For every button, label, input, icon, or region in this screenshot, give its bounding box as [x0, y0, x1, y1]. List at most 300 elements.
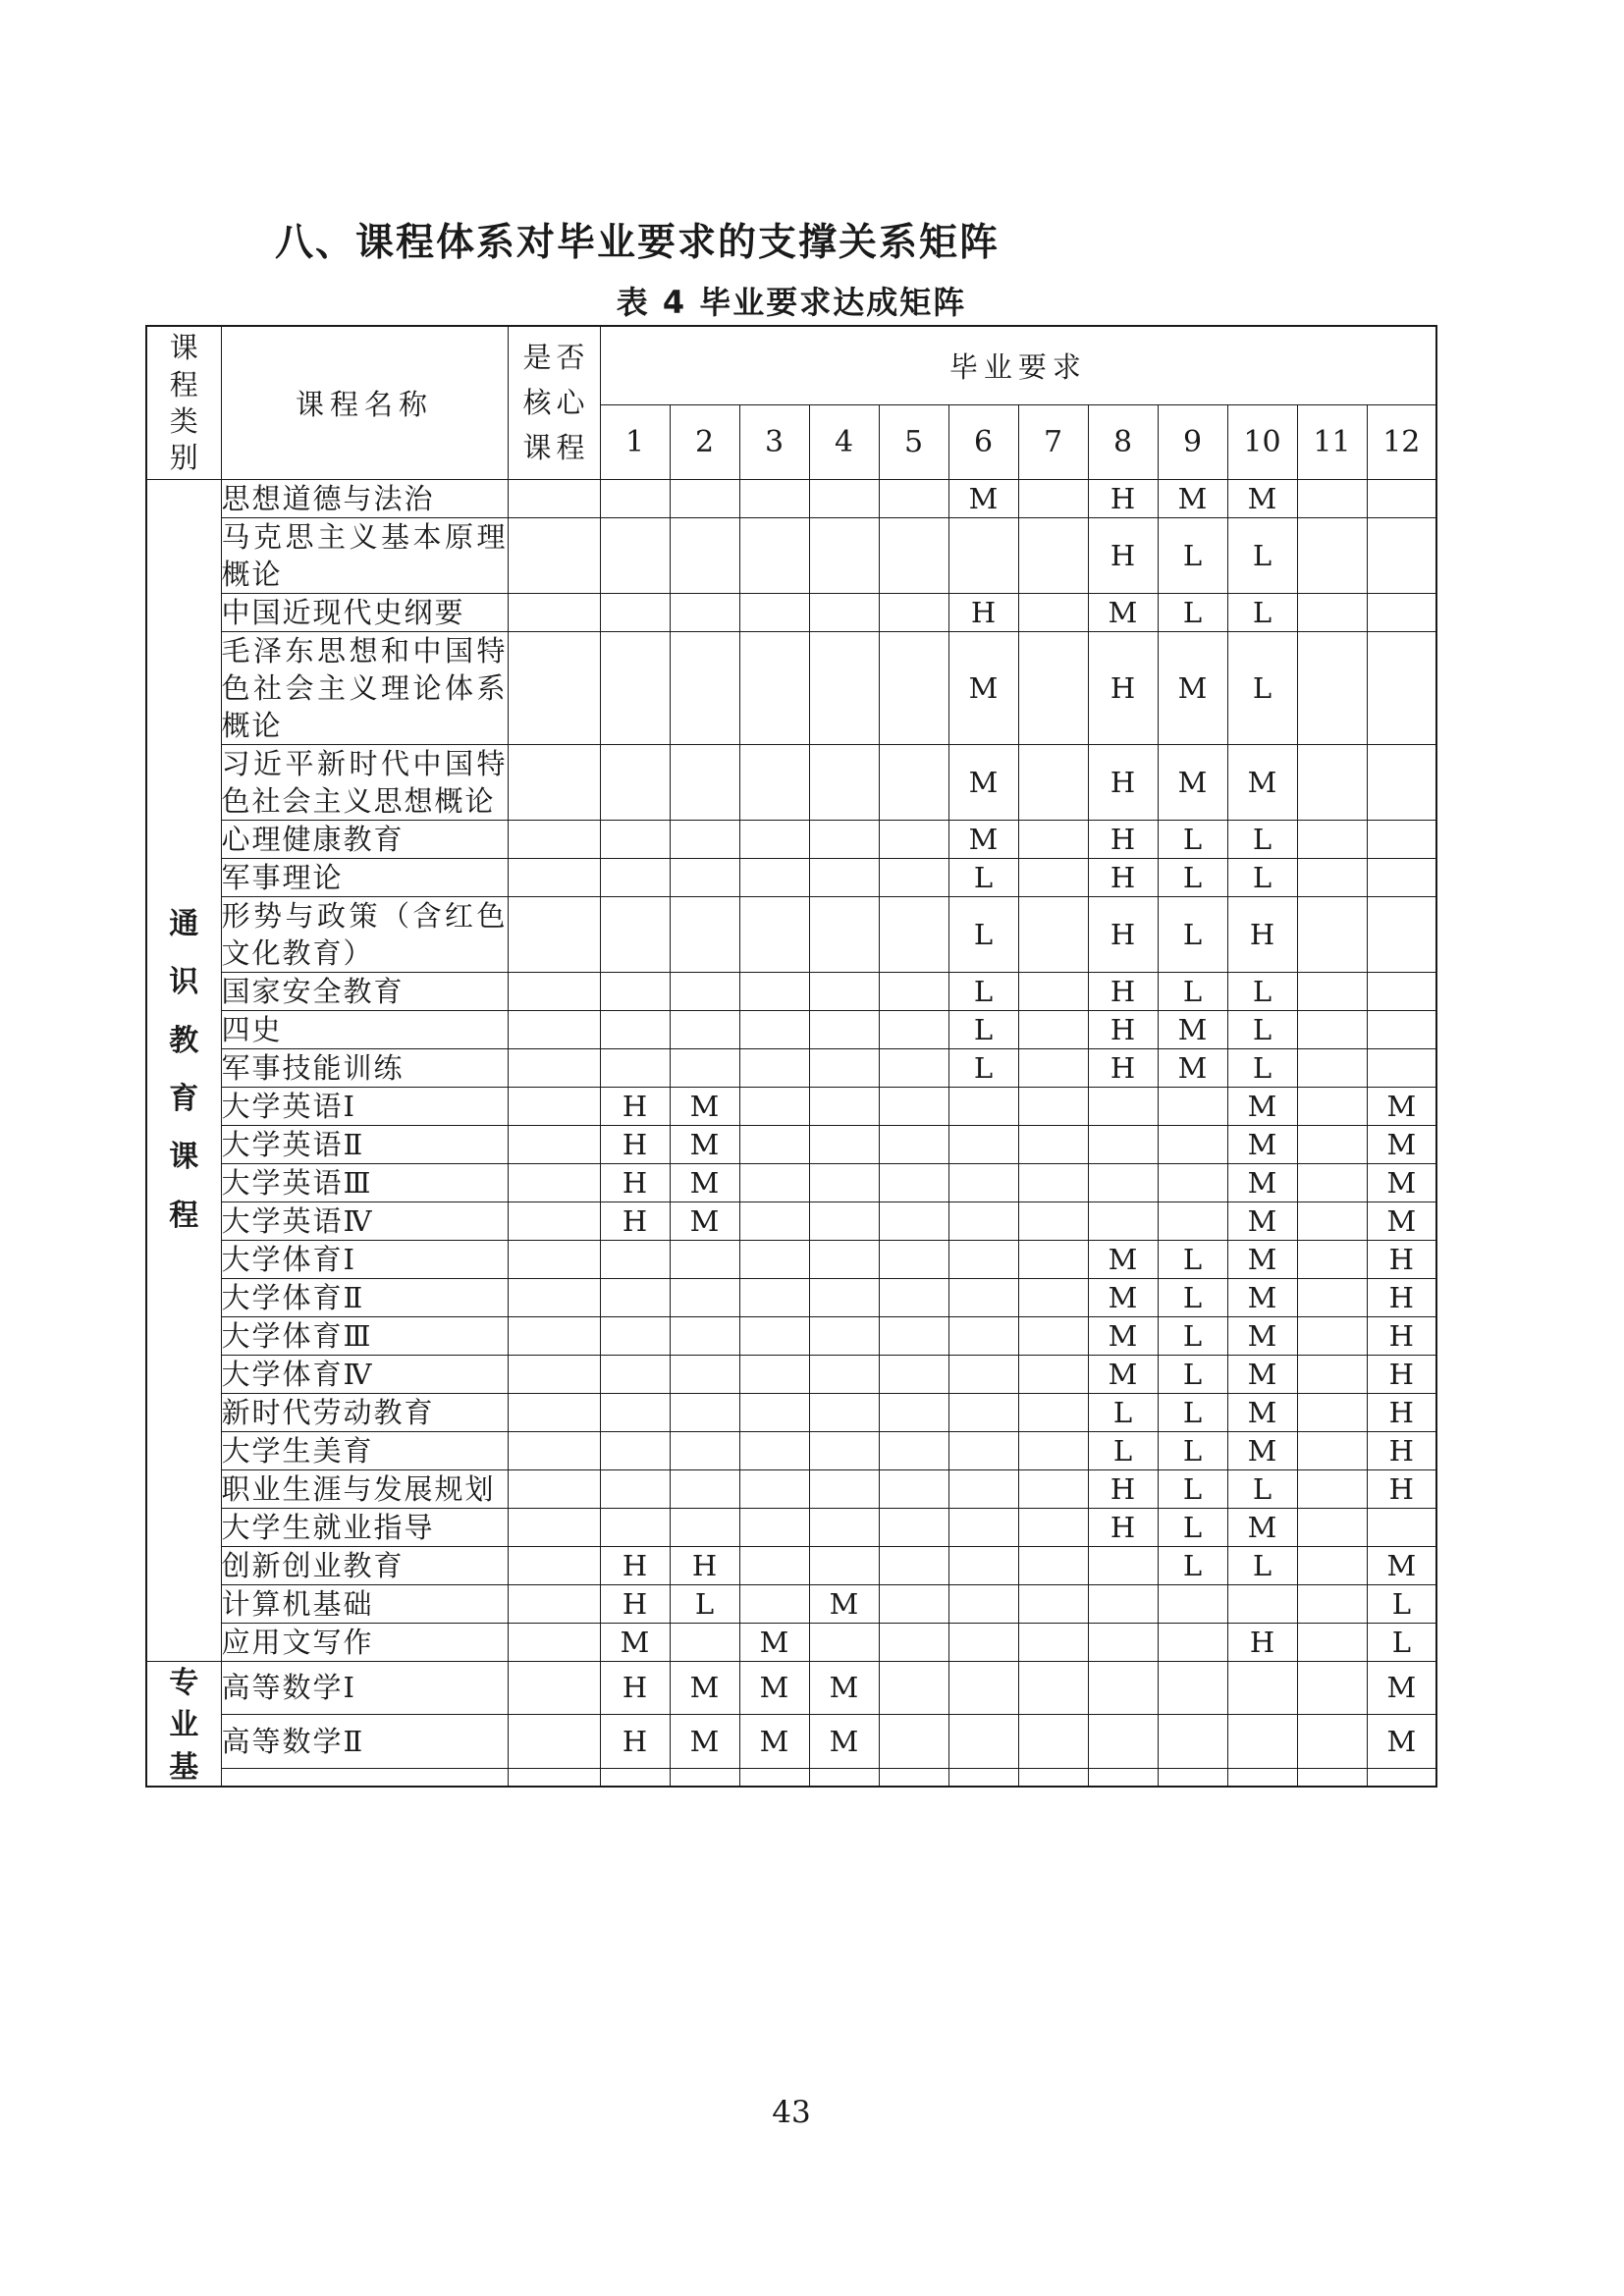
- support-level-cell: [600, 1048, 670, 1087]
- course-row: [146, 972, 1436, 1010]
- core-course-cell: [508, 1584, 600, 1623]
- course-name-cell: 军事理论: [221, 858, 508, 896]
- course-row: [146, 1278, 1436, 1316]
- support-level-cell: [1088, 1661, 1158, 1715]
- support-level-cell: [739, 1584, 809, 1623]
- core-course-cell: [508, 744, 600, 820]
- support-level-cell: [670, 972, 739, 1010]
- support-level-cell: [739, 1769, 809, 1787]
- support-level-cell: [879, 896, 948, 972]
- support-level-cell: L: [948, 858, 1018, 896]
- support-level-cell: [809, 1278, 879, 1316]
- course-name-cell: [221, 1769, 508, 1787]
- support-level-cell: L: [1158, 1431, 1227, 1469]
- course-row: [146, 1469, 1436, 1508]
- support-level-cell: [739, 1201, 809, 1240]
- support-level-cell: [1227, 1769, 1297, 1787]
- support-level-cell: [1158, 1661, 1227, 1715]
- support-level-cell: [1297, 1769, 1367, 1787]
- support-level-cell: [1018, 517, 1088, 593]
- support-level-cell: [1018, 820, 1088, 858]
- support-level-cell: [1158, 1623, 1227, 1661]
- course-name-cell: 军事技能训练: [221, 1048, 508, 1087]
- support-level-cell: H: [600, 1163, 670, 1201]
- core-course-cell: [508, 1469, 600, 1508]
- core-course-cell: [508, 972, 600, 1010]
- support-level-cell: [809, 1316, 879, 1355]
- course-name-cell: 国家安全教育: [221, 972, 508, 1010]
- support-level-cell: [1297, 1087, 1367, 1125]
- core-course-cell: [508, 1278, 600, 1316]
- support-level-cell: [879, 1584, 948, 1623]
- support-level-cell: M: [948, 820, 1018, 858]
- course-row: [146, 1048, 1436, 1087]
- support-level-cell: L: [1158, 1240, 1227, 1278]
- support-level-cell: [879, 1661, 948, 1715]
- support-level-cell: [739, 896, 809, 972]
- support-level-cell: [809, 1431, 879, 1469]
- course-row: [146, 1240, 1436, 1278]
- core-course-cell: [508, 517, 600, 593]
- support-level-cell: M: [1088, 1278, 1158, 1316]
- support-level-cell: [879, 1048, 948, 1087]
- support-level-cell: [809, 1769, 879, 1787]
- support-level-cell: M: [670, 1201, 739, 1240]
- support-level-cell: [879, 1508, 948, 1546]
- support-level-cell: H: [1088, 820, 1158, 858]
- support-level-cell: L: [1367, 1623, 1436, 1661]
- core-course-cell: [508, 1623, 600, 1661]
- support-level-cell: [879, 1769, 948, 1787]
- support-level-cell: [879, 1010, 948, 1048]
- support-level-cell: H: [600, 1087, 670, 1125]
- course-row: [146, 1163, 1436, 1201]
- course-name-cell: 大学体育Ⅳ: [221, 1355, 508, 1393]
- support-level-cell: H: [1227, 1623, 1297, 1661]
- course-name-cell: 职业生涯与发展规划: [221, 1469, 508, 1508]
- support-level-cell: M: [1088, 1240, 1158, 1278]
- table-caption: 表 4 毕业要求达成矩阵: [616, 284, 967, 321]
- course-row: [146, 1584, 1436, 1623]
- support-level-cell: L: [1227, 972, 1297, 1010]
- support-level-cell: [1018, 1623, 1088, 1661]
- support-level-cell: [948, 1163, 1018, 1201]
- category-header: [146, 326, 221, 479]
- support-level-cell: L: [948, 1048, 1018, 1087]
- support-level-cell: [1018, 631, 1088, 744]
- support-level-cell: [1297, 820, 1367, 858]
- category-header-text: 课 程 类 别: [169, 331, 198, 474]
- support-level-cell: M: [1227, 1393, 1297, 1431]
- support-level-cell: [739, 1469, 809, 1508]
- support-level-cell: [879, 1469, 948, 1508]
- support-level-cell: L: [1158, 593, 1227, 631]
- support-level-cell: [670, 479, 739, 517]
- support-level-cell: M: [1088, 1316, 1158, 1355]
- support-level-cell: [739, 593, 809, 631]
- course-name-cell: 大学体育Ⅲ: [221, 1316, 508, 1355]
- support-level-cell: [1018, 1393, 1088, 1431]
- support-level-cell: H: [1088, 972, 1158, 1010]
- support-level-cell: M: [1088, 1355, 1158, 1393]
- support-level-cell: M: [600, 1623, 670, 1661]
- support-level-cell: [600, 1508, 670, 1546]
- support-level-cell: [1297, 1715, 1367, 1769]
- support-level-cell: [739, 1546, 809, 1584]
- support-level-cell: M: [1227, 1278, 1297, 1316]
- support-level-cell: [879, 517, 948, 593]
- support-level-cell: [1158, 1201, 1227, 1240]
- support-level-cell: H: [1088, 1048, 1158, 1087]
- support-level-cell: [809, 517, 879, 593]
- support-level-cell: [1088, 1715, 1158, 1769]
- support-level-cell: [879, 479, 948, 517]
- support-level-cell: [739, 744, 809, 820]
- support-level-cell: [670, 1469, 739, 1508]
- course-row: [146, 1316, 1436, 1355]
- support-level-cell: H: [600, 1584, 670, 1623]
- support-level-cell: [879, 744, 948, 820]
- support-level-cell: L: [1088, 1393, 1158, 1431]
- support-level-cell: M: [1088, 593, 1158, 631]
- support-level-cell: [600, 631, 670, 744]
- support-level-cell: [1088, 1087, 1158, 1125]
- support-level-cell: [809, 479, 879, 517]
- support-level-cell: [809, 1508, 879, 1546]
- support-level-cell: [809, 1048, 879, 1087]
- support-level-cell: M: [1158, 479, 1227, 517]
- support-level-cell: [1018, 1240, 1088, 1278]
- support-level-cell: [1297, 1048, 1367, 1087]
- support-level-cell: [1297, 1508, 1367, 1546]
- support-level-cell: [1297, 1661, 1367, 1715]
- support-level-cell: [1367, 1048, 1436, 1087]
- support-level-cell: M: [670, 1661, 739, 1715]
- support-level-cell: L: [1227, 1469, 1297, 1508]
- support-level-cell: [1297, 1278, 1367, 1316]
- course-row: [146, 1623, 1436, 1661]
- requirement-number-cell: 9: [1158, 404, 1227, 479]
- requirement-number-cell: 8: [1088, 404, 1158, 479]
- support-level-cell: [879, 1715, 948, 1769]
- support-level-cell: L: [1158, 1355, 1227, 1393]
- support-level-cell: [670, 1431, 739, 1469]
- course-name-cell: 大学生就业指导: [221, 1508, 508, 1546]
- support-level-cell: [1158, 1087, 1227, 1125]
- support-level-cell: H: [1088, 1010, 1158, 1048]
- support-level-cell: M: [809, 1661, 879, 1715]
- support-level-cell: [739, 631, 809, 744]
- course-name-cell: 大学体育Ⅱ: [221, 1278, 508, 1316]
- support-level-cell: [739, 1431, 809, 1469]
- support-level-cell: H: [1088, 744, 1158, 820]
- support-level-cell: [1367, 972, 1436, 1010]
- support-level-cell: H: [670, 1546, 739, 1584]
- support-level-cell: [670, 820, 739, 858]
- requirements-header: 毕业要求: [600, 326, 1436, 404]
- support-level-cell: [670, 1240, 739, 1278]
- support-level-cell: M: [1227, 1087, 1297, 1125]
- support-level-cell: L: [948, 896, 1018, 972]
- support-level-cell: [1018, 1048, 1088, 1087]
- core-course-cell: [508, 1240, 600, 1278]
- support-level-cell: [1158, 1163, 1227, 1201]
- support-level-cell: [1297, 1393, 1367, 1431]
- support-level-cell: L: [948, 972, 1018, 1010]
- support-level-cell: [1367, 593, 1436, 631]
- support-level-cell: [1018, 1769, 1088, 1787]
- support-level-cell: H: [600, 1715, 670, 1769]
- support-level-cell: L: [1158, 517, 1227, 593]
- support-level-cell: M: [1367, 1163, 1436, 1201]
- support-level-cell: [809, 1355, 879, 1393]
- support-level-cell: [879, 1623, 948, 1661]
- course-name-cell: 习近平新时代中国特色社会主义思想概论: [221, 744, 508, 820]
- support-level-cell: [1297, 517, 1367, 593]
- support-level-cell: [739, 1316, 809, 1355]
- support-level-cell: H: [1088, 517, 1158, 593]
- core-course-cell: [508, 1769, 600, 1787]
- course-row: [146, 1431, 1436, 1469]
- support-level-cell: [1367, 896, 1436, 972]
- support-level-cell: L: [1088, 1431, 1158, 1469]
- support-level-cell: [1367, 744, 1436, 820]
- support-level-cell: M: [809, 1715, 879, 1769]
- support-level-cell: [600, 1278, 670, 1316]
- support-level-cell: [600, 896, 670, 972]
- course-row: [146, 631, 1436, 744]
- support-level-cell: [739, 479, 809, 517]
- support-level-cell: L: [1158, 1546, 1227, 1584]
- support-level-cell: [1018, 972, 1088, 1010]
- support-level-cell: M: [948, 479, 1018, 517]
- course-name-cell: 毛泽东思想和中国特色社会主义理论体系概论: [221, 631, 508, 744]
- header-row-1: [146, 326, 1436, 404]
- core-course-cell: [508, 593, 600, 631]
- support-level-cell: [948, 1431, 1018, 1469]
- support-level-cell: [809, 1201, 879, 1240]
- support-level-cell: H: [600, 1546, 670, 1584]
- support-level-cell: [1297, 1201, 1367, 1240]
- requirement-number-cell: 10: [1227, 404, 1297, 479]
- support-level-cell: [809, 631, 879, 744]
- core-course-cell: [508, 1393, 600, 1431]
- requirement-number-cell: 7: [1018, 404, 1088, 479]
- support-level-cell: [670, 858, 739, 896]
- support-level-cell: [879, 1087, 948, 1125]
- support-level-cell: [1367, 517, 1436, 593]
- support-level-cell: [670, 517, 739, 593]
- support-level-cell: [1018, 593, 1088, 631]
- support-level-cell: [809, 1010, 879, 1048]
- support-level-cell: [1297, 631, 1367, 744]
- support-level-cell: H: [600, 1661, 670, 1715]
- support-level-cell: L: [1158, 1278, 1227, 1316]
- support-level-cell: L: [1158, 1393, 1227, 1431]
- support-level-cell: [809, 1240, 879, 1278]
- support-level-cell: H: [1367, 1431, 1436, 1469]
- requirement-number-cell: 12: [1367, 404, 1436, 479]
- support-level-cell: [948, 1125, 1018, 1163]
- core-course-cell: [508, 1508, 600, 1546]
- course-name-cell: 思想道德与法治: [221, 479, 508, 517]
- support-level-cell: [1158, 1584, 1227, 1623]
- support-level-cell: M: [1367, 1201, 1436, 1240]
- support-level-cell: [1297, 479, 1367, 517]
- course-row: [146, 593, 1436, 631]
- course-name-cell: 形势与政策（含红色文化教育）: [221, 896, 508, 972]
- course-row: [146, 1393, 1436, 1431]
- support-level-cell: H: [1367, 1278, 1436, 1316]
- clipped-partial-row: [146, 1769, 1436, 1787]
- support-level-cell: H: [1367, 1316, 1436, 1355]
- course-name-cell: 新时代劳动教育: [221, 1393, 508, 1431]
- support-level-cell: [1297, 744, 1367, 820]
- support-level-cell: [670, 1355, 739, 1393]
- category-cell: 专 业 基: [146, 1661, 221, 1787]
- support-level-cell: [1088, 1623, 1158, 1661]
- core-course-cell: [508, 1431, 600, 1469]
- support-level-cell: M: [1367, 1087, 1436, 1125]
- support-level-cell: [739, 1010, 809, 1048]
- course-row: [146, 744, 1436, 820]
- support-level-cell: M: [948, 744, 1018, 820]
- support-level-cell: [809, 1125, 879, 1163]
- support-level-cell: M: [739, 1623, 809, 1661]
- support-level-cell: [1227, 1661, 1297, 1715]
- support-level-cell: H: [1088, 858, 1158, 896]
- course-row: [146, 1201, 1436, 1240]
- support-level-cell: [670, 1393, 739, 1431]
- support-level-cell: [879, 820, 948, 858]
- support-level-cell: [670, 1278, 739, 1316]
- category-cell: 通 识 教 育 课 程: [146, 479, 221, 1661]
- support-level-cell: [809, 1163, 879, 1201]
- support-level-cell: [1018, 896, 1088, 972]
- core-course-cell: [508, 1355, 600, 1393]
- support-level-cell: [1297, 1584, 1367, 1623]
- support-level-cell: [739, 1087, 809, 1125]
- course-name-cell: 计算机基础: [221, 1584, 508, 1623]
- support-level-cell: [809, 1393, 879, 1431]
- support-level-cell: [1297, 593, 1367, 631]
- support-level-cell: H: [1367, 1240, 1436, 1278]
- support-matrix-table: [145, 325, 1437, 1788]
- support-level-cell: M: [670, 1715, 739, 1769]
- support-level-cell: M: [739, 1715, 809, 1769]
- core-course-cell: [508, 858, 600, 896]
- course-name-cell: 大学英语Ⅲ: [221, 1163, 508, 1201]
- support-level-cell: M: [1227, 1355, 1297, 1393]
- course-name-cell: 心理健康教育: [221, 820, 508, 858]
- core-course-cell: [508, 1125, 600, 1163]
- support-level-cell: [809, 1087, 879, 1125]
- support-level-cell: [1367, 820, 1436, 858]
- course-row: [146, 820, 1436, 858]
- support-level-cell: [1018, 479, 1088, 517]
- support-level-cell: [1297, 1623, 1367, 1661]
- support-level-cell: [600, 858, 670, 896]
- course-row: [146, 1087, 1436, 1125]
- support-level-cell: [1018, 1087, 1088, 1125]
- support-level-cell: [600, 820, 670, 858]
- support-level-cell: [670, 631, 739, 744]
- support-level-cell: [948, 1240, 1018, 1278]
- support-level-cell: [600, 1431, 670, 1469]
- core-course-cell: [508, 820, 600, 858]
- support-level-cell: H: [600, 1125, 670, 1163]
- support-level-cell: [809, 820, 879, 858]
- requirement-number-cell: 11: [1297, 404, 1367, 479]
- support-level-cell: L: [1367, 1584, 1436, 1623]
- section-title: 八、课程体系对毕业要求的支撑关系矩阵: [275, 221, 1001, 265]
- requirement-number-cell: 3: [739, 404, 809, 479]
- support-level-cell: L: [1227, 593, 1297, 631]
- support-level-cell: [1367, 631, 1436, 744]
- support-level-cell: M: [1227, 479, 1297, 517]
- support-level-cell: L: [1158, 896, 1227, 972]
- support-level-cell: [1158, 1715, 1227, 1769]
- course-name-cell: 高等数学Ⅱ: [221, 1715, 508, 1769]
- support-level-cell: [948, 517, 1018, 593]
- support-level-cell: M: [1367, 1715, 1436, 1769]
- course-row: [146, 1508, 1436, 1546]
- support-level-cell: [739, 1125, 809, 1163]
- support-level-cell: H: [1367, 1355, 1436, 1393]
- support-level-cell: [1018, 1431, 1088, 1469]
- support-level-cell: M: [1227, 1240, 1297, 1278]
- support-level-cell: [670, 1048, 739, 1087]
- requirement-number-cell: 1: [600, 404, 670, 479]
- course-name-cell: 应用文写作: [221, 1623, 508, 1661]
- support-level-cell: [600, 1769, 670, 1787]
- course-name-cell: 马克思主义基本原理概论: [221, 517, 508, 593]
- support-level-cell: [948, 1584, 1018, 1623]
- core-course-cell: [508, 1661, 600, 1715]
- support-level-cell: [879, 1278, 948, 1316]
- support-level-cell: [879, 1431, 948, 1469]
- support-level-cell: [1297, 1431, 1367, 1469]
- support-level-cell: [600, 1393, 670, 1431]
- support-level-cell: [948, 1508, 1018, 1546]
- support-level-cell: [1018, 1316, 1088, 1355]
- course-row: [146, 1661, 1436, 1715]
- course-row: [146, 896, 1436, 972]
- support-level-cell: M: [670, 1087, 739, 1125]
- support-level-cell: H: [1088, 631, 1158, 744]
- support-level-cell: [670, 1316, 739, 1355]
- support-level-cell: H: [1227, 896, 1297, 972]
- course-name-cell: 大学体育Ⅰ: [221, 1240, 508, 1278]
- support-level-cell: M: [1367, 1125, 1436, 1163]
- course-row: [146, 858, 1436, 896]
- support-level-cell: [1297, 1546, 1367, 1584]
- support-level-cell: [1088, 1163, 1158, 1201]
- core-course-cell: [508, 1715, 600, 1769]
- support-level-cell: L: [1158, 858, 1227, 896]
- support-level-cell: [1367, 858, 1436, 896]
- course-name-cell: 四史: [221, 1010, 508, 1048]
- core-course-cell: [508, 896, 600, 972]
- support-level-cell: [1297, 972, 1367, 1010]
- support-level-cell: L: [1158, 972, 1227, 1010]
- support-level-cell: [1018, 1125, 1088, 1163]
- support-level-cell: [1297, 896, 1367, 972]
- support-level-cell: M: [739, 1661, 809, 1715]
- support-level-cell: [879, 1546, 948, 1584]
- support-level-cell: [809, 896, 879, 972]
- support-level-cell: [1297, 1125, 1367, 1163]
